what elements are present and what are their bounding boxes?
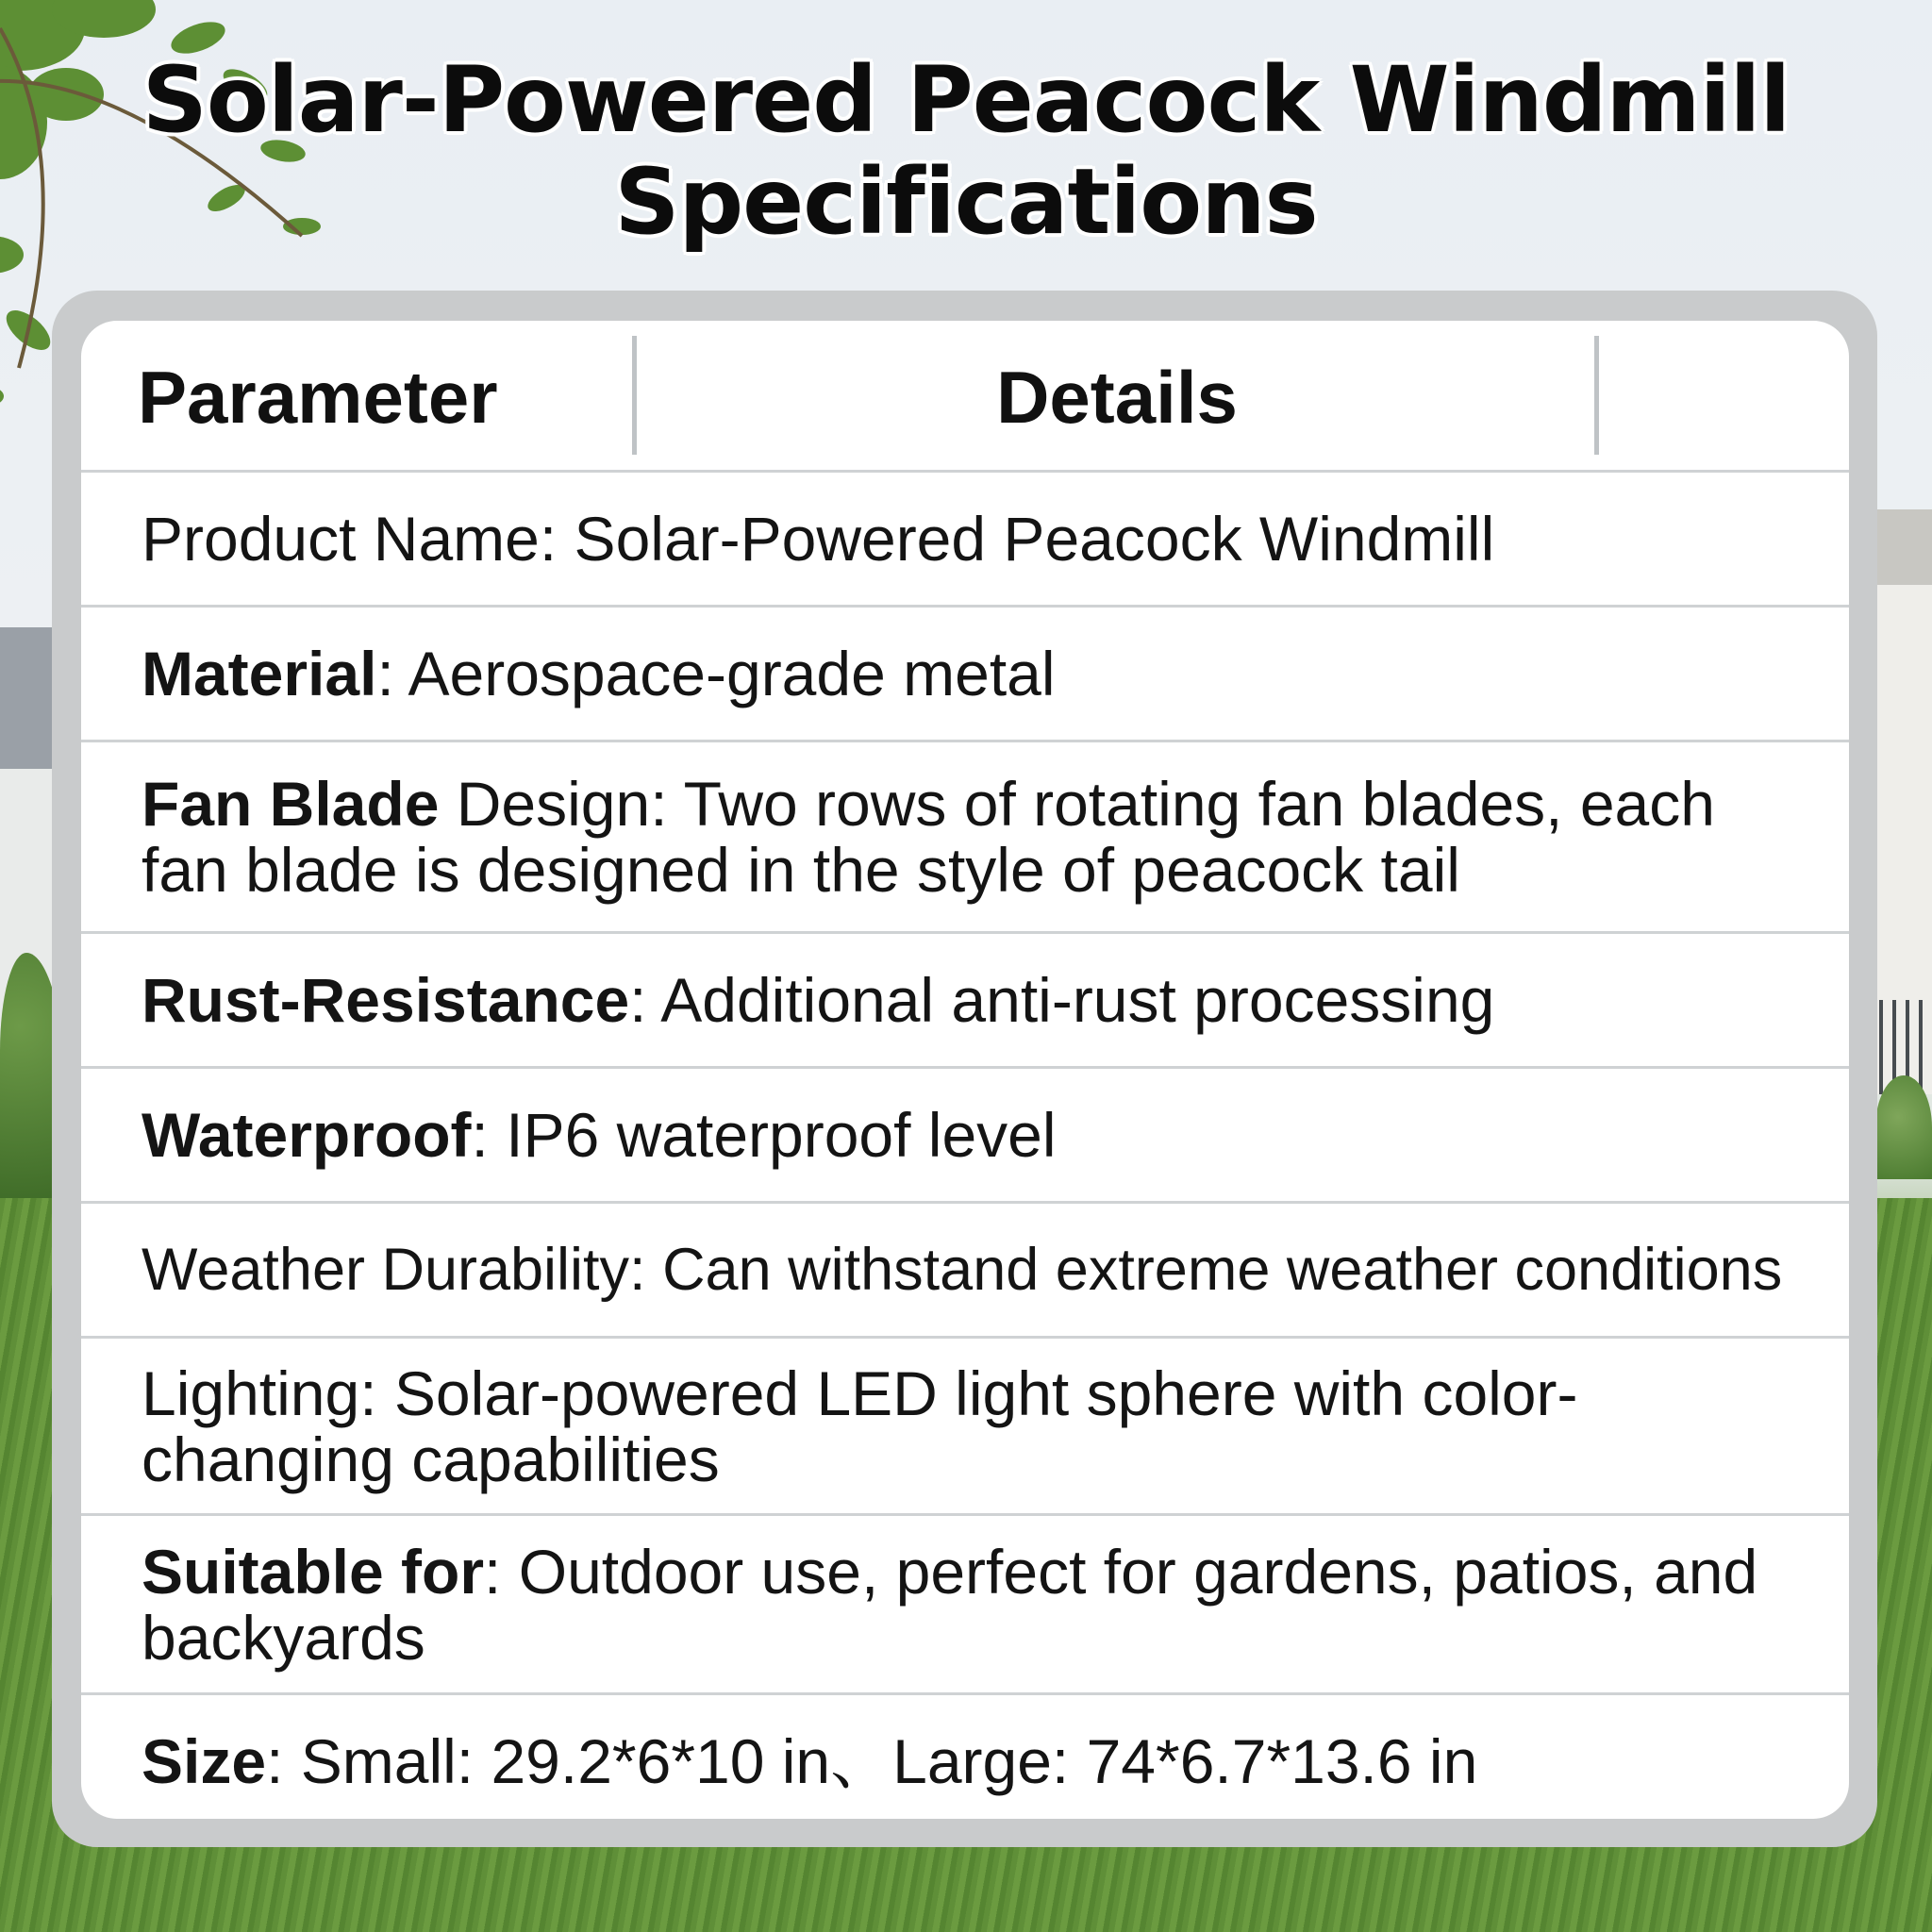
row-label: Weather Durability: [142, 1237, 630, 1303]
row-separator: :: [539, 504, 575, 574]
header-divider: [1594, 336, 1599, 455]
row-value: Two rows of rotating fan blades, each fan blade is designed in the style of peacock tail: [142, 769, 1715, 905]
header-details: Details: [996, 356, 1238, 439]
row-label: Material: [142, 639, 377, 708]
table-row: [81, 473, 1849, 608]
table-row: [81, 1695, 1849, 1819]
row-label: Fan Blade: [142, 769, 440, 839]
table-row: [81, 1516, 1849, 1695]
table-row: [81, 1069, 1849, 1204]
header-parameter: Parameter: [138, 356, 498, 439]
row-value: Aerospace-grade metal: [408, 639, 1056, 708]
row-label-suffix: Design: [439, 769, 651, 839]
spec-table: [81, 321, 1849, 1819]
table-row: [81, 1204, 1849, 1339]
row-value: Can withstand extreme weather conditions: [662, 1237, 1783, 1303]
table-row: [81, 934, 1849, 1069]
table-row: [81, 608, 1849, 742]
row-separator: :: [266, 1726, 301, 1796]
row-value: Solar-Powered Peacock Windmill: [574, 504, 1495, 574]
row-label: Rust-Resistance: [142, 965, 630, 1035]
row-label: Waterproof: [142, 1100, 472, 1170]
table-row: [81, 742, 1849, 934]
row-label: Suitable for: [142, 1536, 485, 1607]
row-value: Additional anti-rust processing: [660, 965, 1495, 1035]
row-separator: :: [359, 1357, 394, 1428]
row-separator: :: [376, 639, 408, 708]
table-header: [81, 321, 1849, 473]
row-value: Solar-powered LED light sphere with color-changing capabilities: [142, 1357, 1578, 1494]
row-label: Lighting: [142, 1357, 360, 1428]
row-label: Product Name: [142, 504, 540, 574]
row-label: Size: [142, 1726, 267, 1796]
title-line-2: Specifications: [614, 149, 1318, 255]
row-separator: :: [484, 1536, 519, 1607]
row-separator: :: [471, 1100, 507, 1170]
row-value: Small: 29.2*6*10 in、Large: 74*6.7*13.6 in: [300, 1726, 1478, 1796]
row-separator: :: [650, 769, 684, 839]
page-title: [0, 49, 1932, 253]
table-row: [81, 1339, 1849, 1516]
title-line-1: Solar-Powered Peacock Windmill: [142, 47, 1790, 153]
row-separator: :: [629, 965, 661, 1035]
row-separator: :: [629, 1237, 663, 1303]
flower-bush-right: [1875, 1075, 1932, 1179]
row-value: Outdoor use, perfect for gardens, patios, and backyards: [142, 1536, 1758, 1673]
row-value: IP6 waterproof level: [506, 1100, 1057, 1170]
